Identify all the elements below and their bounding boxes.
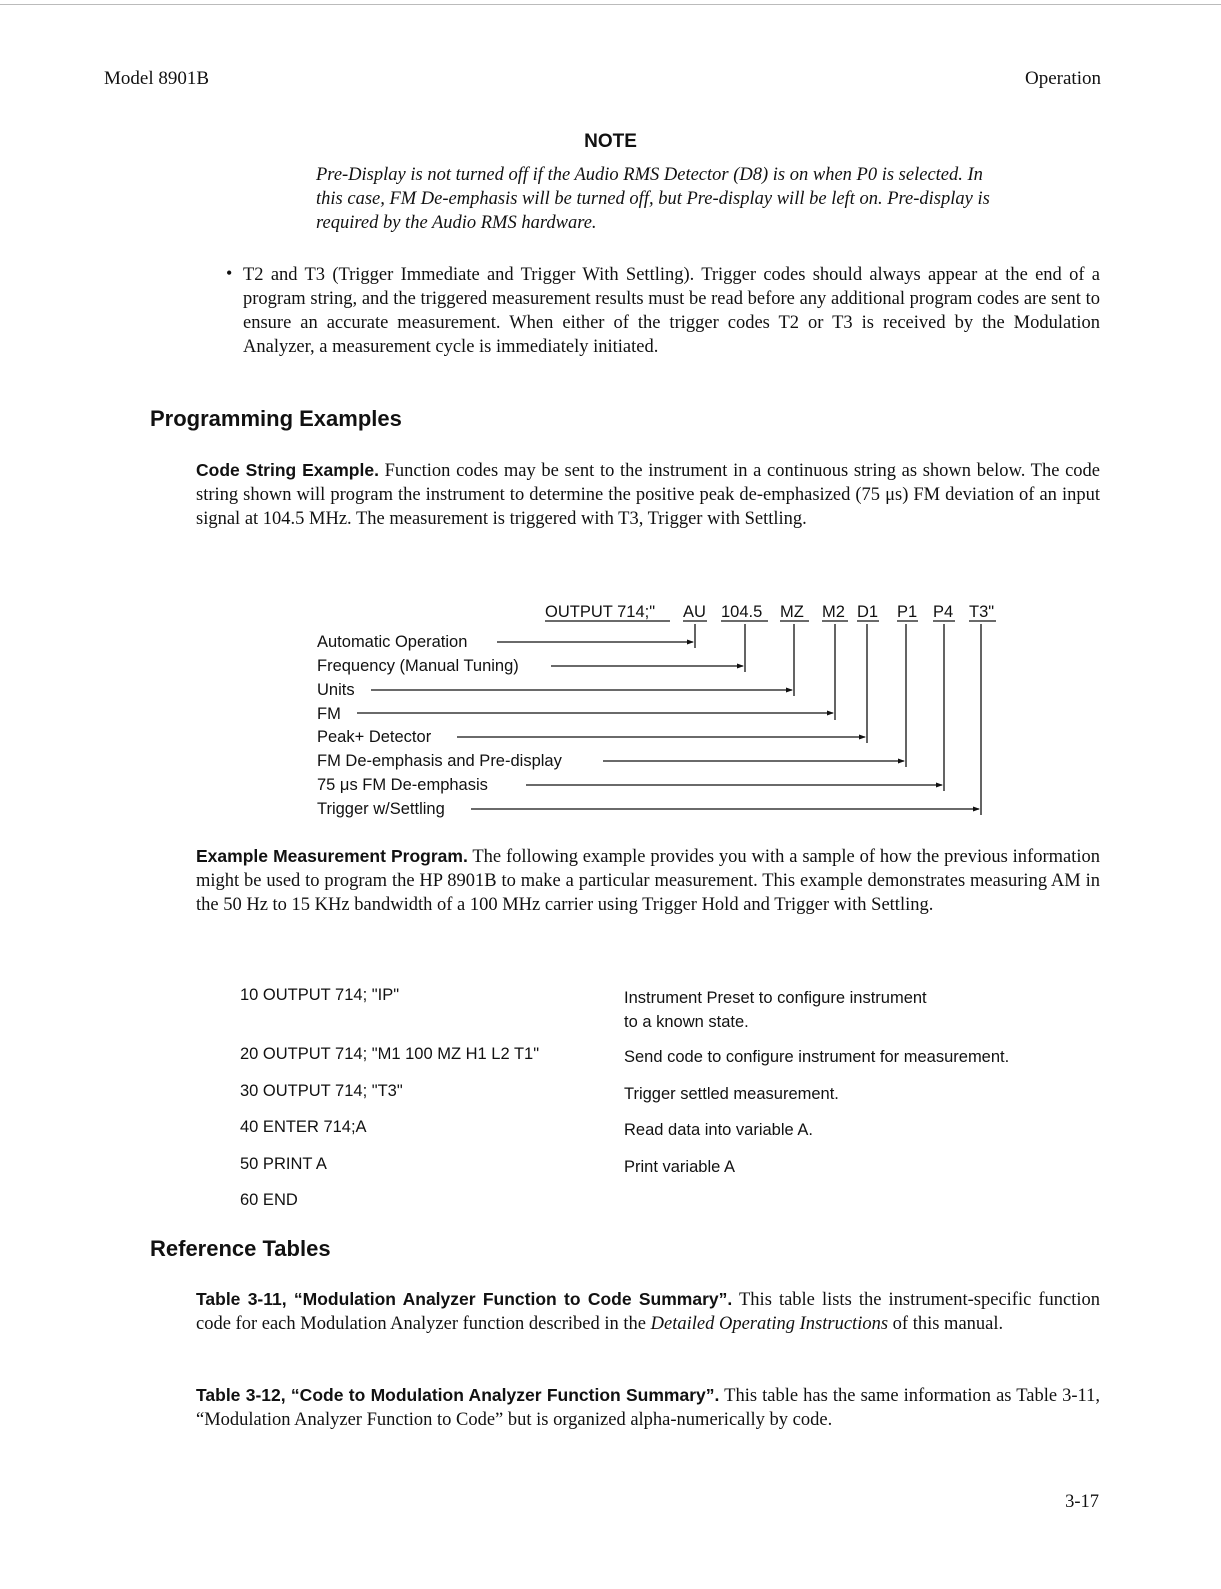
diagram-code-p4: P4 [933, 603, 954, 621]
paragraph-table-3-11 [196, 1287, 1100, 1336]
diagram-label-peak-detector: Peak+ Detector [317, 728, 432, 746]
program-description-line: to a known state. [624, 1013, 749, 1031]
diagram-code-m2: M2 [822, 603, 845, 621]
program-description-line: Instrument Preset to configure instrument [624, 989, 927, 1007]
note-body: Pre-Display is not turned off if the Audio RMS Detector (D8) is on when P0 is selected. In this case, FM De-emphasis will be turned off, but Pre-display will be left on. Pre-display is required by the Audio RMS hardware. [316, 165, 990, 233]
paragraph-table-3-12 [196, 1383, 1100, 1432]
program-code: 10 OUTPUT 714; "IP" [240, 986, 400, 1004]
diagram-label-units: Units [317, 681, 355, 699]
program-code: 30 OUTPUT 714; "T3" [240, 1082, 403, 1100]
runin-code-string: Code String Example. [196, 460, 379, 480]
diagram-code-p1: P1 [897, 603, 918, 621]
code-string-diagram [0, 595, 1221, 835]
program-code: 20 OUTPUT 714; "M1 100 MZ H1 L2 T1" [240, 1045, 540, 1063]
bullet-trigger-codes: T2 and T3 (Trigger Immediate and Trigger With Settling). Trigger codes should always appear at the end of a program string, and the triggered measurement results must be read before any additional program codes are sent to ensure an accurate measurement. When either of the trigger codes T2 or T3 is received by the Modulation Analyzer, a measurement cycle is immediately initiated. [243, 265, 1100, 357]
diagram-code-mz: MZ [780, 603, 804, 621]
program-description: Send code to configure instrument for measurement. [624, 1048, 1010, 1066]
runin-example-measurement: Example Measurement Program. [196, 846, 468, 866]
diagram-arrowheads [687, 640, 980, 812]
diagram-label-75us: 75 μs FM De-emphasis [317, 776, 488, 794]
note-title: NOTE [584, 131, 637, 152]
diagram-code-t3: T3" [969, 603, 995, 621]
program-description: Print variable A [624, 1158, 735, 1176]
table-3-11-italic-ref: Detailed Operating Instructions [650, 1314, 889, 1334]
runin-table-3-12: Table 3-12, “Code to Modulation Analyzer Function Summary”. [196, 1385, 720, 1405]
table-3-11-text-b: of this manual. [892, 1314, 1004, 1334]
heading-reference-tables: Reference Tables [150, 1236, 331, 1261]
diagram-label-deemphasis-predisplay: FM De-emphasis and Pre-display [317, 752, 562, 770]
runin-table-3-11: Table 3-11, “Modulation Analyzer Function to Code Summary”. [196, 1289, 733, 1309]
diagram-code-au: AU [683, 603, 706, 621]
program-description [624, 986, 1094, 1034]
diagram-prefix: OUTPUT 714;" [545, 603, 656, 621]
program-description: Read data into variable A. [624, 1121, 813, 1139]
paragraph-example-measurement [196, 844, 1100, 917]
diagram-code-frequency: 104.5 [721, 603, 763, 621]
program-code: 40 ENTER 714;A [240, 1118, 367, 1136]
example-measurement-text: The following example provides you with a sample of how the previous information might be used to program the HP 8901B to make a particular measurement. This example demonstrates measuring AM in the 50 Hz to 15 KHz bandwidth of a 100 MHz carrier using Trigger Hold and Trigger with Settling. [196, 847, 1100, 915]
code-string-text: Function codes may be sent to the instrument in a continuous string as shown below. The code string shown will program the instrument to determine the positive peak de-emphasized (75 μs) FM deviation of an input signal at 104.5 MHz. The measurement is triggered with T3, Trigger with Settling. [196, 461, 1101, 529]
header-model: Model 8901B [104, 68, 210, 89]
page-number: 3-17 [1065, 1492, 1099, 1512]
program-code: 60 END [240, 1191, 298, 1209]
diagram-label-fm: FM [317, 705, 341, 723]
diagram-label-automatic-operation: Automatic Operation [317, 633, 468, 651]
bullet-marker: • [226, 263, 233, 283]
diagram-label-trigger-settling: Trigger w/Settling [317, 800, 445, 818]
heading-programming-examples: Programming Examples [150, 406, 402, 431]
diagram-label-frequency: Frequency (Manual Tuning) [317, 657, 519, 675]
program-code: 50 PRINT A [240, 1155, 327, 1173]
header-section: Operation [1025, 68, 1101, 89]
program-description: Trigger settled measurement. [624, 1085, 839, 1103]
table-3-12-text: This table has the same information as Table 3-11, “Modulation Analyzer Function to Code” but is organized alpha-numerically by code. [196, 1386, 1100, 1430]
diagram-code-d1: D1 [857, 603, 879, 621]
table-3-11-text-a: This table lists the instrument-specific function code for each Modulation Analyzer function described in the [196, 1290, 1101, 1334]
paragraph-code-string-example [196, 458, 1100, 531]
page-top-rule [0, 4, 1221, 5]
